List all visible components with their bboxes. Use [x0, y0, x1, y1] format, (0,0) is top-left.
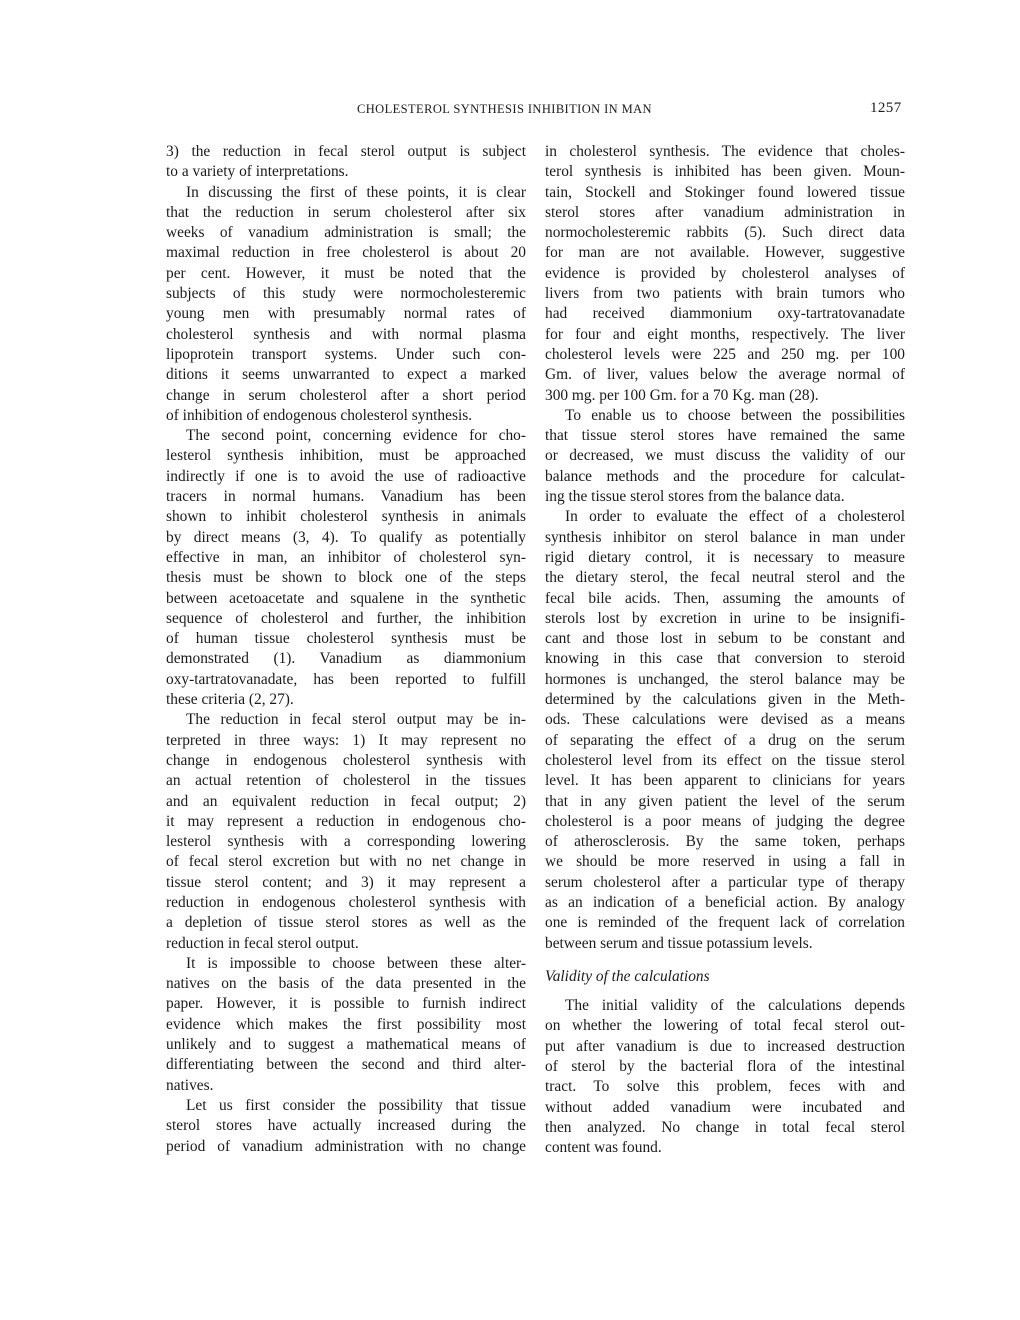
text-line: cholesterol is a poor means of judging the degree: [545, 812, 905, 830]
text-line: hormones is unchanged, the sterol balance may be: [545, 670, 905, 688]
text-line: of human tissue cholesterol synthesis must be: [166, 630, 526, 648]
text-line: shown to inhibit cholesterol synthesis in animals: [166, 508, 526, 526]
text-line: balance methods and the procedure for calculat-: [545, 467, 905, 485]
text-line: oxy-tartratovanadate, has been reported to fulfill: [166, 670, 526, 688]
text-line: these criteria (2, 27).: [166, 691, 294, 709]
text-line: for man are not available. However, suggestive: [545, 244, 905, 262]
text-line: determined by the calculations given in the Meth-: [545, 691, 905, 709]
paragraph: [545, 142, 905, 406]
text-line: To enable us to choose between the possibilities: [565, 406, 905, 424]
text-line: 3) the reduction in fecal sterol output is subject: [166, 143, 526, 160]
text-line: reduction in endogenous cholesterol synthesis with: [166, 893, 526, 911]
text-line: sterols lost by excretion in urine to be insignifi-: [545, 609, 905, 627]
text-line: fecal bile acids. Then, assuming the amounts of: [545, 589, 905, 607]
text-line: put after vanadium is due to increased destruction: [545, 1037, 905, 1055]
text-line: tract. To solve this problem, feces with and: [545, 1078, 905, 1096]
text-line: period of vanadium administration with no change: [166, 1137, 526, 1155]
text-line: ditions it seems unwarranted to expect a marked: [166, 366, 526, 384]
text-line: by direct means (3, 4). To qualify as potentially: [166, 528, 526, 546]
text-line: The reduction in fecal sterol output may be in-: [186, 711, 526, 729]
paragraph: [166, 426, 526, 710]
text-line: of sterol by the bacterial flora of the intestinal: [545, 1058, 905, 1076]
text-line: demonstrated (1). Vanadium as diammonium: [166, 650, 526, 668]
text-line: Let us first consider the possibility that tissue: [186, 1096, 526, 1114]
text-line: without added vanadium were incubated and: [545, 1098, 905, 1116]
text-line: one is reminded of the frequent lack of correlation: [545, 914, 905, 932]
running-title: CHOLESTEROL SYNTHESIS INHIBITION IN MAN: [357, 102, 652, 116]
text-line: In order to evaluate the effect of a cholesterol: [565, 508, 905, 526]
text-line: and an equivalent reduction in fecal output; 2): [166, 792, 526, 810]
text-line: change in endogenous cholesterol synthesis with: [166, 751, 526, 769]
text-line: that the reduction in serum cholesterol after six: [166, 203, 526, 221]
text-line: It is impossible to choose between these alter-: [186, 954, 526, 972]
text-line: lesterol synthesis with a corresponding lowering: [166, 833, 526, 851]
text-line: level. It has been apparent to clinicians for years: [545, 772, 905, 790]
text-line: terpreted in three ways: 1) It may represent no: [166, 731, 526, 749]
text-line: knowing in this case that conversion to steroid: [545, 650, 905, 668]
text-line: or decreased, we must discuss the validity of our: [545, 447, 905, 465]
text-line: for four and eight months, respectively. The liver: [545, 325, 905, 343]
text-line: of inhibition of endogenous cholesterol synthesis.: [166, 406, 473, 424]
text-line: weeks of vanadium administration is small; the: [166, 224, 526, 242]
text-line: paper. However, it is possible to furnish indirect: [166, 995, 526, 1013]
text-line: sterol stores have actually increased during the: [166, 1117, 526, 1135]
text-line: indirectly if one is to avoid the use of radioactive: [166, 467, 526, 485]
text-line: lipoprotein transport systems. Under such con-: [166, 345, 526, 363]
text-line: maximal reduction in free cholesterol is about 20: [166, 244, 526, 262]
text-line: in cholesterol synthesis. The evidence that choles-: [545, 143, 905, 160]
text-line: then analyzed. No change in total fecal sterol: [545, 1118, 905, 1136]
text-line: synthesis inhibitor on sterol balance in man under: [545, 528, 905, 546]
page-number: 1257: [870, 100, 902, 116]
text-line: normocholesteremic rabbits (5). Such direct data: [545, 224, 905, 242]
text-line: ing the tissue sterol stores from the balance data.: [545, 488, 845, 506]
text-line: The second point, concerning evidence for cho-: [186, 427, 526, 445]
text-line: as an indication of a beneficial action. By analogy: [545, 893, 905, 911]
paragraph: [166, 142, 526, 183]
text-line: sequence of cholesterol and further, the inhibition: [166, 609, 526, 627]
text-line: serum cholesterol after a particular type of therapy: [545, 873, 905, 891]
paragraph: [545, 507, 905, 954]
text-line: that tissue sterol stores have remained the same: [545, 427, 905, 445]
text-line: cholesterol synthesis and with normal plasma: [166, 325, 526, 343]
paragraph: [545, 406, 905, 507]
text-line: between serum and tissue potassium levels.: [545, 934, 813, 952]
text-line: natives on the basis of the data presented in the: [166, 975, 526, 993]
text-line: between acetoacetate and squalene in the synthetic: [166, 589, 526, 607]
text-line: of atherosclerosis. By the same token, perhaps: [545, 833, 905, 851]
text-line: lesterol synthesis inhibition, must be approached: [166, 447, 526, 465]
paragraph: [166, 710, 526, 954]
text-line: tain, Stockell and Stokinger found lowered tissue: [545, 183, 905, 201]
text-line: cholesterol levels were 225 and 250 mg. per 100: [545, 345, 905, 363]
text-line: content was found.: [545, 1139, 662, 1157]
text-line: a depletion of tissue sterol stores as well as the: [166, 914, 526, 932]
text-line: to a variety of interpretations.: [166, 163, 349, 181]
text-line: subjects of this study were normocholesteremic: [166, 285, 526, 303]
text-line: had received diammonium oxy-tartratovanadate: [545, 305, 905, 323]
text-line: the dietary sterol, the fecal neutral sterol and the: [545, 569, 905, 587]
right-column: [545, 142, 905, 1159]
left-column: [166, 142, 526, 1157]
text-line: effective in man, an inhibitor of cholesterol syn-: [166, 548, 526, 566]
text-line: livers from two patients with brain tumors who: [545, 285, 905, 303]
text-line: The initial validity of the calculations depends: [565, 997, 905, 1015]
text-line: cant and those lost in sebum to be constant and: [545, 630, 905, 648]
text-line: Gm. of liver, values below the average normal of: [545, 366, 905, 384]
text-line: we should be more reserved in using a fall in: [545, 853, 905, 871]
text-line: that in any given patient the level of the serum: [545, 792, 905, 810]
text-line: on whether the lowering of total fecal sterol out-: [545, 1017, 905, 1035]
text-line: reduction in fecal sterol output.: [166, 934, 359, 952]
text-line: of separating the effect of a drug on the serum: [545, 731, 905, 749]
text-line: thesis must be shown to block one of the steps: [166, 569, 526, 587]
text-line: ods. These calculations were devised as a means: [545, 711, 905, 729]
text-line: tracers in normal humans. Vanadium has been: [166, 488, 526, 506]
text-line: young men with presumably normal rates of: [166, 305, 526, 323]
paragraph: [166, 954, 526, 1096]
text-line: of fecal sterol excretion but with no net change in: [166, 853, 526, 871]
text-line: change in serum cholesterol after a short period: [166, 386, 526, 404]
paragraph: [166, 183, 526, 427]
text-line: rigid dietary control, it is necessary to measure: [545, 548, 905, 566]
text-line: natives.: [166, 1076, 214, 1094]
text-line: cholesterol level from its effect on the tissue sterol: [545, 751, 905, 769]
section-heading: Validity of the calculations: [545, 967, 710, 985]
text-line: tissue sterol content; and 3) it may represent a: [166, 873, 526, 891]
paragraph: [545, 996, 905, 1158]
text-line: terol synthesis is inhibited has been given. Moun-: [545, 163, 905, 181]
text-line: In discussing the first of these points, it is clear: [186, 183, 526, 201]
paragraph: [166, 1096, 526, 1157]
text-line: sterol stores after vanadium administration in: [545, 203, 905, 221]
text-line: per cent. However, it must be noted that the: [166, 264, 526, 282]
text-line: unlikely and to suggest a mathematical means of: [166, 1036, 526, 1054]
text-line: it may represent a reduction in endogenous cho-: [166, 812, 526, 830]
text-line: evidence which makes the first possibility most: [166, 1015, 526, 1033]
text-line: an actual retention of cholesterol in the tissues: [166, 772, 526, 790]
text-line: differentiating between the second and third alter-: [166, 1056, 526, 1074]
text-line: 300 mg. per 100 Gm. for a 70 Kg. man (28).: [545, 386, 819, 404]
text-line: evidence is provided by cholesterol analyses of: [545, 264, 905, 282]
